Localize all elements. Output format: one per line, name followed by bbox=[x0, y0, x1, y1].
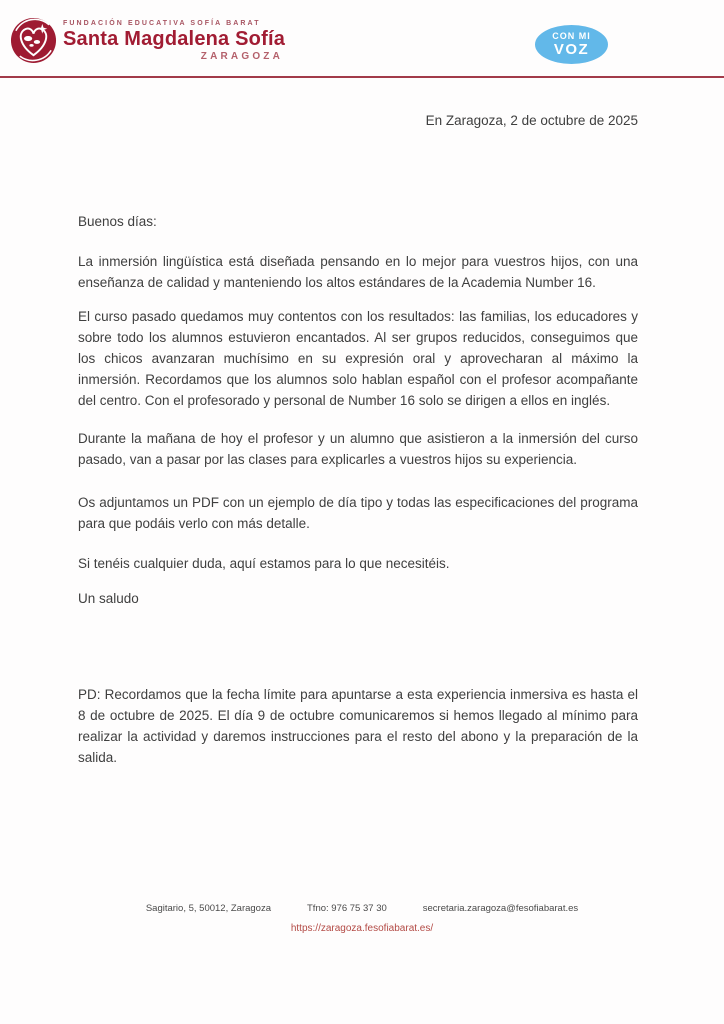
paragraph: Si tenéis cualquier duda, aquí estamos para lo que necesitéis. bbox=[78, 556, 450, 571]
badge-line2: VOZ bbox=[553, 41, 590, 58]
footer-address: Sagitario, 5, 50012, Zaragoza bbox=[145, 903, 271, 914]
footer-contact-row bbox=[0, 903, 724, 914]
date-line: En Zaragoza, 2 de octubre de 2025 bbox=[425, 113, 638, 128]
school-name: Santa Magdalena Sofía bbox=[63, 28, 286, 50]
footer bbox=[0, 903, 724, 936]
con-mi-voz-badge bbox=[535, 25, 608, 64]
school-city: ZARAGOZA bbox=[200, 51, 284, 62]
paragraph: El curso pasado quedamos muy contentos con los resultados: las familias, los educadores y sobre todo los alumnos estuvieron encantados. Al ser grupos reducidos, conseguimos que los chicos avanzaran muchísimo en su expresión oral y aprovecharan al máximo la inmersión. Recordamos que los alumnos solo hablan español con el profesor acompañante del centro. Con el profesorado y personal de Number 16 solo se dirigen a ellos en inglés. bbox=[78, 309, 638, 408]
badge-line1: CON MI bbox=[552, 31, 591, 41]
paragraph: Os adjuntamos un PDF con un ejemplo de día tipo y todas las especificaciones del programa para que podáis verlo con más detalle. bbox=[78, 495, 638, 531]
letterhead bbox=[10, 14, 724, 64]
school-crest-icon bbox=[10, 17, 57, 64]
postscript: PD: Recordamos que la fecha límite para apuntarse a esta experiencia inmersiva es hasta el 8 de octubre de 2025. El día 9 de octubre comunicaremos si hemos llegado al mínimo para realizar la actividad y daremos instrucciones para el resto del abono y la preparación de la salida. bbox=[78, 687, 638, 765]
letter-body bbox=[78, 211, 638, 768]
brand-text-block bbox=[63, 14, 285, 62]
footer-website-link[interactable]: https://zaragoza.fesofiabarat.es/ bbox=[290, 923, 434, 934]
foundation-name: FUNDACIÓN EDUCATIVA SOFÍA BARAT bbox=[63, 20, 261, 27]
paragraph: Durante la mañana de hoy el profesor y un alumno que asistieron a la inmersión del curso pasado, van a pasar por las clases para explicarles a vuestros hijos su experiencia. bbox=[78, 431, 638, 467]
paragraph: La inmersión lingüística está diseñada pensando en lo mejor para vuestros hijos, con una enseñanza de calidad y manteniendo los altos estándares de la Academia Number 16. bbox=[78, 254, 638, 290]
closing: Un saludo bbox=[78, 591, 139, 606]
footer-phone: Tfno: 976 75 37 30 bbox=[307, 903, 387, 914]
greeting: Buenos días: bbox=[78, 214, 157, 229]
footer-email: secretaria.zaragoza@fesofiabarat.es bbox=[422, 903, 579, 914]
header-divider bbox=[0, 76, 724, 78]
